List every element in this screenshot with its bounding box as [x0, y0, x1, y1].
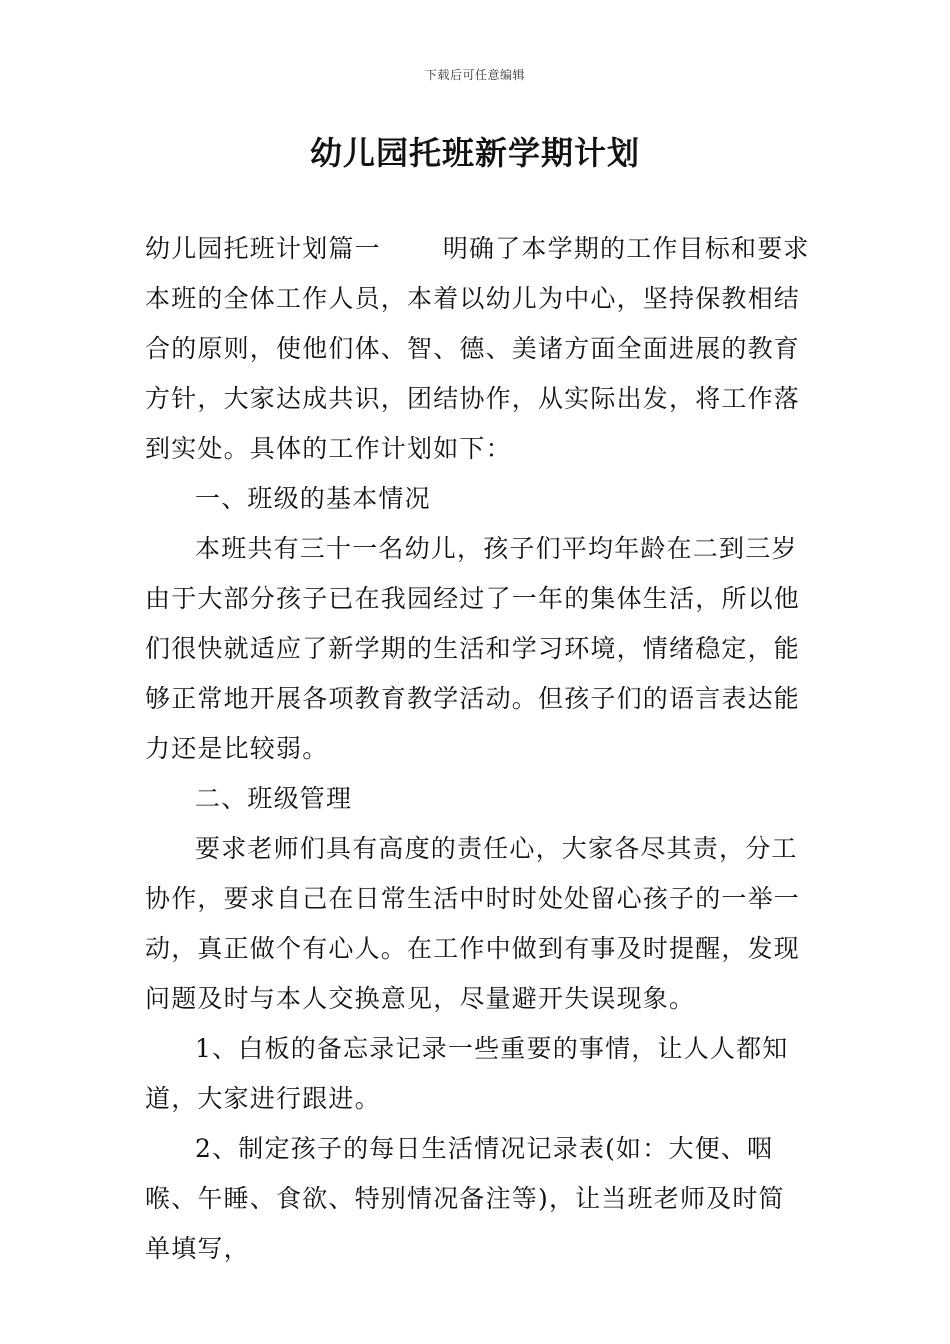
list-item-whiteboard: 1、白板的备忘录记录一些重要的事情，让人人都知道，大家进行跟进。 — [145, 1034, 789, 1113]
paragraph-basic-info: 本班共有三十一名幼儿，孩子们平均年龄在二到三岁由于大部分孩子已在我园经过了一年的集体生活，所以他们很快就适应了新学期的生活和学习环境，情绪稳定，能够正常地开展各项教育教学活动。但孩子们的语言表达能力还是比较弱。 — [145, 534, 801, 763]
intro-paragraph — [145, 224, 810, 474]
list-item-daily-record: 2、制定孩子的每日生活情况记录表(如：大便、咽喉、午睡、食欲、特别情况备注等)，让当班老师及时简单填写， — [145, 1134, 785, 1263]
header-note: 下载后可任意编辑 — [424, 68, 525, 82]
paragraph-class-management: 要求老师们具有高度的责任心，大家各尽其责，分工协作，要求自己在日常生活中时时处处留心孩子的一举一动，真正做个有心人。在工作中做到有事及时提醒，发现问题及时与本人交换意见，尽量避开失误现象。 — [145, 834, 801, 1013]
document-body — [145, 224, 810, 1274]
intro-lead: 幼儿园托班计划篇一 — [145, 234, 381, 263]
section-heading-basic-info: 一、班级的基本情况 — [195, 484, 431, 513]
document-title: 幼儿园托班新学期计划 — [309, 134, 640, 172]
section-heading-class-management: 二、班级管理 — [195, 784, 353, 813]
intro-text: 明确了本学期的工作目标和要求本班的全体工作人员，本着以幼儿为中心，坚持保教相结合的原则，使他们体、智、德、美诸方面全面进展的教育方针，大家达成共识，团结协作，从实际出发，将工作落到实处。具体的工作计划如下： — [145, 234, 810, 463]
